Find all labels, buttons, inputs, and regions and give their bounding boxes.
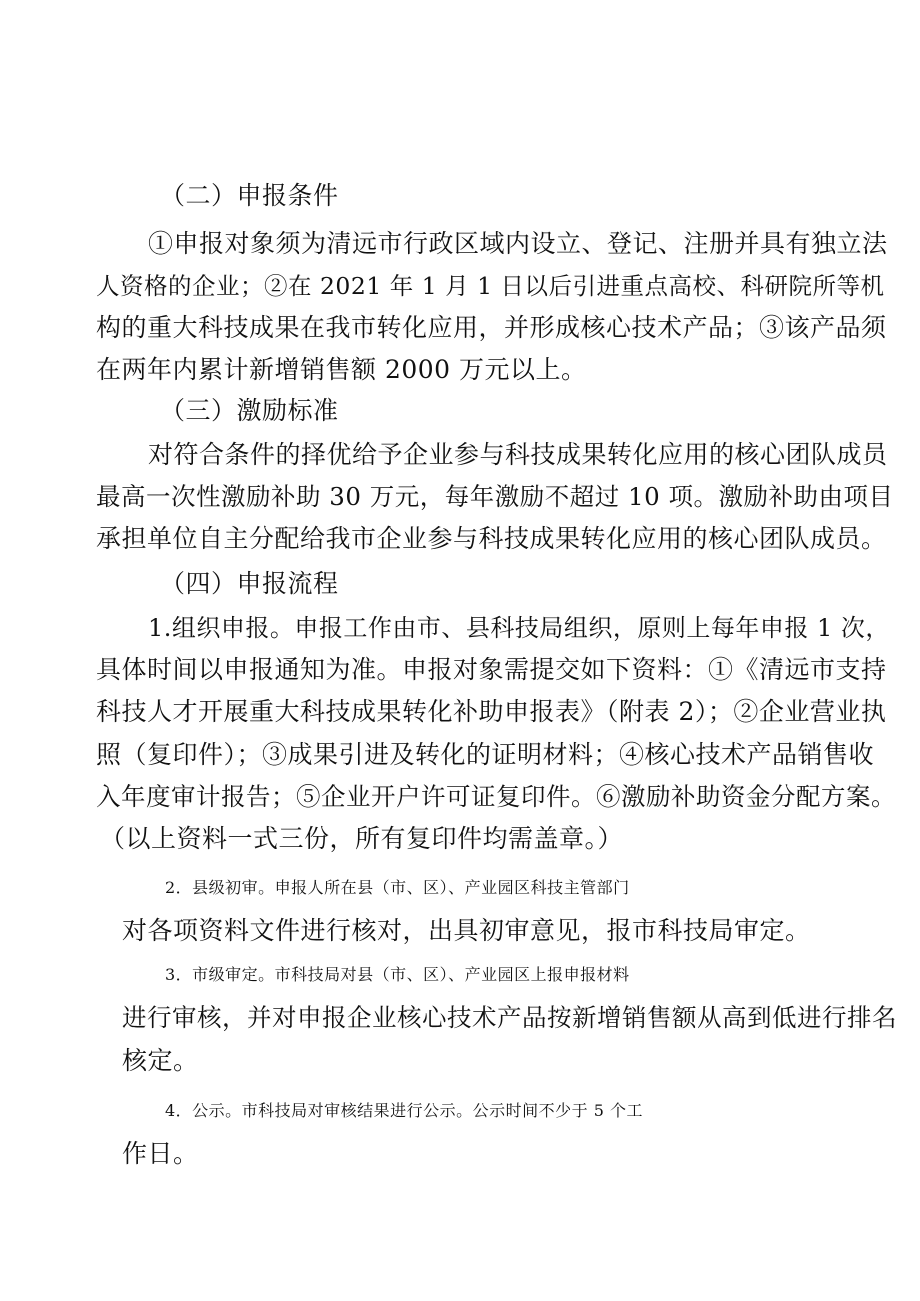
paragraph-line: 2．县级初审。申报人所在县（市、区）、产业园区科技主管部门 [165, 878, 630, 897]
paragraph-line: （以上资料一式三份，所有复印件均需盖章。） [100, 824, 624, 853]
paragraph-line: 1.组织申报。申报工作由市、县科技局组织，原则上每年申报 1 次， [148, 614, 890, 642]
paragraph-line: 具体时间以申报通知为准。申报对象需提交如下资料：①《清远市支持 [96, 655, 887, 684]
paragraph-line: 构的重大科技成果在我市转化应用，并形成核心技术产品；③该产品须 [96, 313, 887, 342]
paragraph-line: 承担单位自主分配给我市企业参与科技成果转化应用的核心团队成员。 [96, 524, 887, 553]
paragraph-line: 人资格的企业；②在 2021 年 1 月 1 日以后引进重点高校、科研院所等机 [96, 272, 885, 300]
paragraph-line: 4．公示。市科技局对审核结果进行公示。公示时间不少于 5 个工 [165, 1101, 644, 1120]
paragraph-line: 最高一次性激励补助 30 万元，每年激励不超过 10 项。激励补助由项目 [96, 482, 894, 511]
paragraph-line: 入年度审计报告；⑤企业开户许可证复印件。⑥激励补助资金分配方案。 [96, 782, 896, 811]
section-heading-conditions: （二）申报条件 [160, 181, 339, 210]
paragraph-line: 3．市级审定。市科技局对县（市、区）、产业园区上报申报材料 [165, 965, 630, 984]
paragraph-line: 在两年内累计新增销售额 2000 万元以上。 [96, 355, 587, 384]
paragraph-line: 照（复印件）；③成果引进及转化的证明材料；④核心技术产品销售收 [96, 740, 875, 769]
paragraph-line: 对符合条件的择优给予企业参与科技成果转化应用的核心团队成员 [148, 440, 888, 469]
paragraph-line: 进行审核，并对申报企业核心技术产品按新增销售额从高到低进行排名 [122, 1003, 897, 1032]
paragraph-line: ①申报对象须为清远市行政区域内设立、登记、注册并具有独立法 [148, 229, 888, 258]
paragraph-line: 作日。 [122, 1139, 199, 1168]
paragraph-line: 核定。 [122, 1046, 199, 1075]
section-heading-incentive: （三）激励标准 [160, 396, 339, 425]
paragraph-line: 对各项资料文件进行核对，出具初审意见，报市科技局审定。 [122, 916, 811, 945]
section-heading-process: （四）申报流程 [160, 569, 339, 598]
paragraph-line: 科技人才开展重大科技成果转化补助申报表》（附表 2）；②企业营业执 [96, 697, 887, 726]
